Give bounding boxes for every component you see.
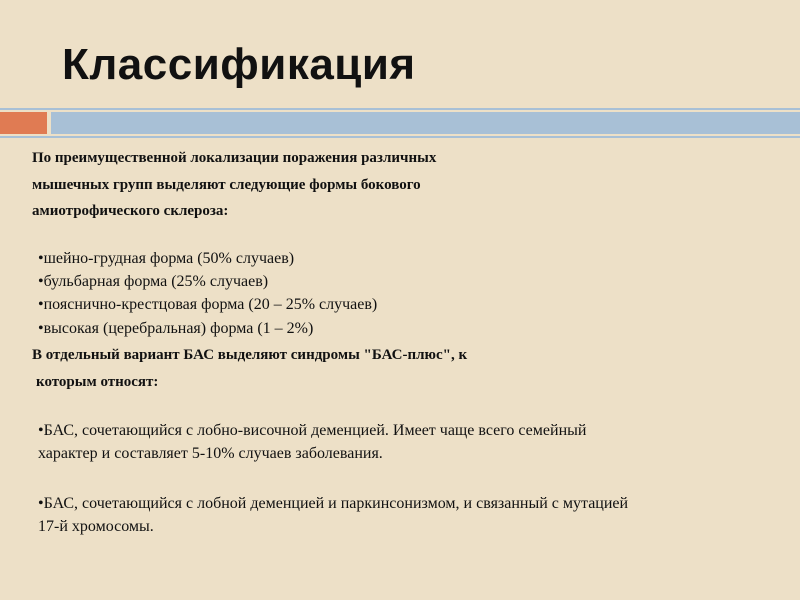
form-item-cerebral: •высокая (церебральная) форма (1 – 2%): [38, 320, 314, 337]
form-item-cervicothoracic: •шейно-грудная форма (50% случаев): [38, 250, 295, 267]
syndrome-2-line-1: •БАС, сочетающийся с лобной деменцией и паркинсонизмом, и связанный с мутацией: [38, 495, 629, 512]
slide-title: Классификация: [62, 40, 416, 89]
syndrome-1-line-1: •БАС, сочетающийся с лобно-височной деменцией. Имеет чаще всего семейный: [38, 422, 587, 439]
intro-line-2: мышечных групп выделяют следующие формы бокового: [32, 177, 421, 193]
form-item-lumbosacral: •пояснично-крестцовая форма (20 – 25% случаев): [38, 296, 378, 313]
intro-line-1: По преимущественной локализации поражения различных: [32, 150, 437, 166]
intro-line-3: амиотрофического склероза:: [32, 203, 229, 219]
syndrome-1-line-2: характер и составляет 5-10% случаев заболевания.: [38, 445, 383, 462]
plus-intro-line-2: которым относят:: [36, 374, 159, 390]
plus-intro-line-1: В отдельный вариант БАС выделяют синдромы "БАС-плюс", к: [32, 347, 468, 363]
syndrome-2-line-2: 17-й хромосомы.: [38, 518, 154, 535]
form-item-bulbar: •бульбарная форма (25% случаев): [38, 273, 269, 290]
